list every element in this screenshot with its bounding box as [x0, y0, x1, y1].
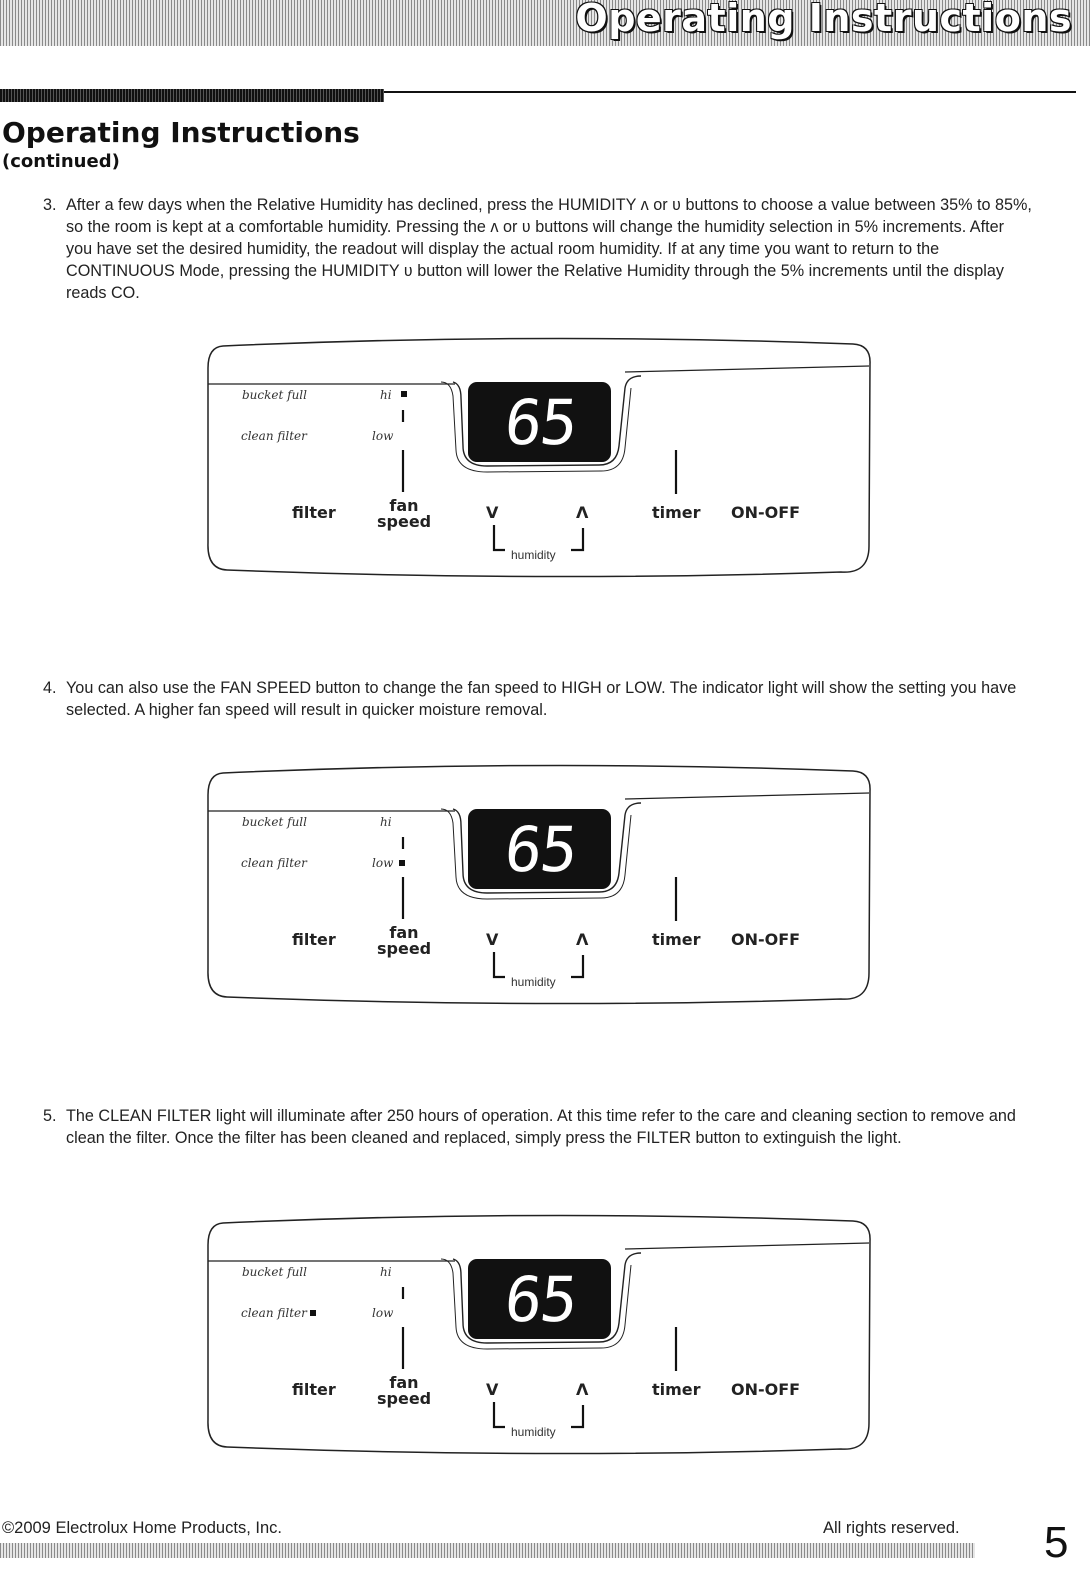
- low-label: low: [372, 856, 394, 870]
- humidity-up-button[interactable]: Λ: [576, 930, 589, 949]
- on-off-button[interactable]: ON-OFF: [731, 1380, 801, 1399]
- humidity-up-button[interactable]: Λ: [576, 503, 589, 522]
- section-rule-thin: [384, 91, 1076, 93]
- footer-rights: All rights reserved.: [823, 1519, 960, 1537]
- speed-label: speed: [377, 939, 432, 958]
- on-off-button[interactable]: ON-OFF: [731, 503, 801, 522]
- fan-speed-button[interactable]: [377, 498, 431, 530]
- step-text: After a few days when the Relative Humidity has declined, press the HUMIDITY ʌ or ʋ buttons to choose a value between 35% to 85%, so the room is kept at a comfortable humidity. Pressing the ʌ or ʋ buttons will change the humidity selection in 5% increments. After you have set the desired humidity, the readout will display the actual room humidity. If at any time you want to return to the CONTINUOUS Mode, pressing the HUMIDITY ʋ button will lower the Relative Humidity through the 5% increments until the display reads CO.: [66, 196, 1032, 302]
- bucket-full-label: bucket full: [242, 1265, 307, 1279]
- section-rule-thick: [0, 89, 384, 102]
- control-panel-diagram: [205, 1215, 875, 1453]
- fan-label: fan: [389, 1373, 419, 1392]
- indicator-light-clean-filter: [310, 1310, 316, 1316]
- footer-band: [0, 1543, 975, 1558]
- clean-filter-label: clean filter: [241, 429, 307, 443]
- clean-filter-label: clean filter: [241, 1306, 307, 1320]
- step-number: 5.: [43, 1107, 57, 1125]
- fan-speed-button[interactable]: [377, 925, 431, 957]
- footer-copyright: ©2009 Electrolux Home Products, Inc.: [2, 1519, 282, 1537]
- humidity-down-button[interactable]: V: [486, 930, 499, 949]
- humidity-display: 65: [501, 386, 580, 459]
- humidity-display: 65: [501, 1263, 580, 1336]
- humidity-label: humidity: [511, 548, 556, 562]
- humidity-display: 65: [501, 813, 580, 886]
- speed-label: speed: [377, 512, 432, 531]
- humidity-label: humidity: [511, 1425, 556, 1439]
- step-text: You can also use the FAN SPEED button to change the fan speed to HIGH or LOW. The indicator light will show the setting you have selected. A higher fan speed will result in quicker moisture removal.: [66, 679, 1017, 719]
- timer-button[interactable]: timer: [652, 1380, 701, 1399]
- hi-label: hi: [380, 1265, 392, 1279]
- indicator-light-low: [399, 860, 405, 866]
- step-number: 4.: [43, 679, 57, 697]
- timer-button[interactable]: timer: [652, 930, 701, 949]
- control-panel-diagram: [205, 765, 875, 1003]
- page-number: 5: [1044, 1518, 1069, 1567]
- timer-button[interactable]: timer: [652, 503, 701, 522]
- indicator-light-hi: [401, 391, 407, 397]
- humidity-down-button[interactable]: V: [486, 1380, 499, 1399]
- section-title: Operating Instructions: [2, 116, 360, 149]
- filter-button[interactable]: filter: [292, 1380, 336, 1399]
- clean-filter-label: clean filter: [241, 856, 307, 870]
- fan-label: fan: [389, 496, 419, 515]
- filter-button[interactable]: filter: [292, 503, 336, 522]
- fan-speed-button[interactable]: [377, 1375, 431, 1407]
- banner-title: Operating Instructions: [575, 0, 1072, 40]
- humidity-up-button[interactable]: Λ: [576, 1380, 589, 1399]
- speed-label: speed: [377, 1389, 432, 1408]
- humidity-label: humidity: [511, 975, 556, 989]
- step-3: [43, 194, 1033, 304]
- on-off-button[interactable]: ON-OFF: [731, 930, 801, 949]
- control-panel-diagram: [205, 338, 875, 576]
- hi-label: hi: [380, 388, 392, 402]
- low-label: low: [372, 1306, 394, 1320]
- fan-label: fan: [389, 923, 419, 942]
- step-5: [43, 1105, 1033, 1149]
- step-number: 3.: [43, 196, 57, 214]
- bucket-full-label: bucket full: [242, 388, 307, 402]
- step-text: The CLEAN FILTER light will illuminate after 250 hours of operation. At this time refer to the care and cleaning section to remove and clean the filter. Once the filter has been cleaned and replaced, simply press the FILTER button to extinguish the light.: [66, 1107, 1016, 1147]
- hi-label: hi: [380, 815, 392, 829]
- low-label: low: [372, 429, 394, 443]
- humidity-down-button[interactable]: V: [486, 503, 499, 522]
- bucket-full-label: bucket full: [242, 815, 307, 829]
- step-4: [43, 677, 1033, 721]
- section-subtitle: (continued): [2, 151, 120, 172]
- filter-button[interactable]: filter: [292, 930, 336, 949]
